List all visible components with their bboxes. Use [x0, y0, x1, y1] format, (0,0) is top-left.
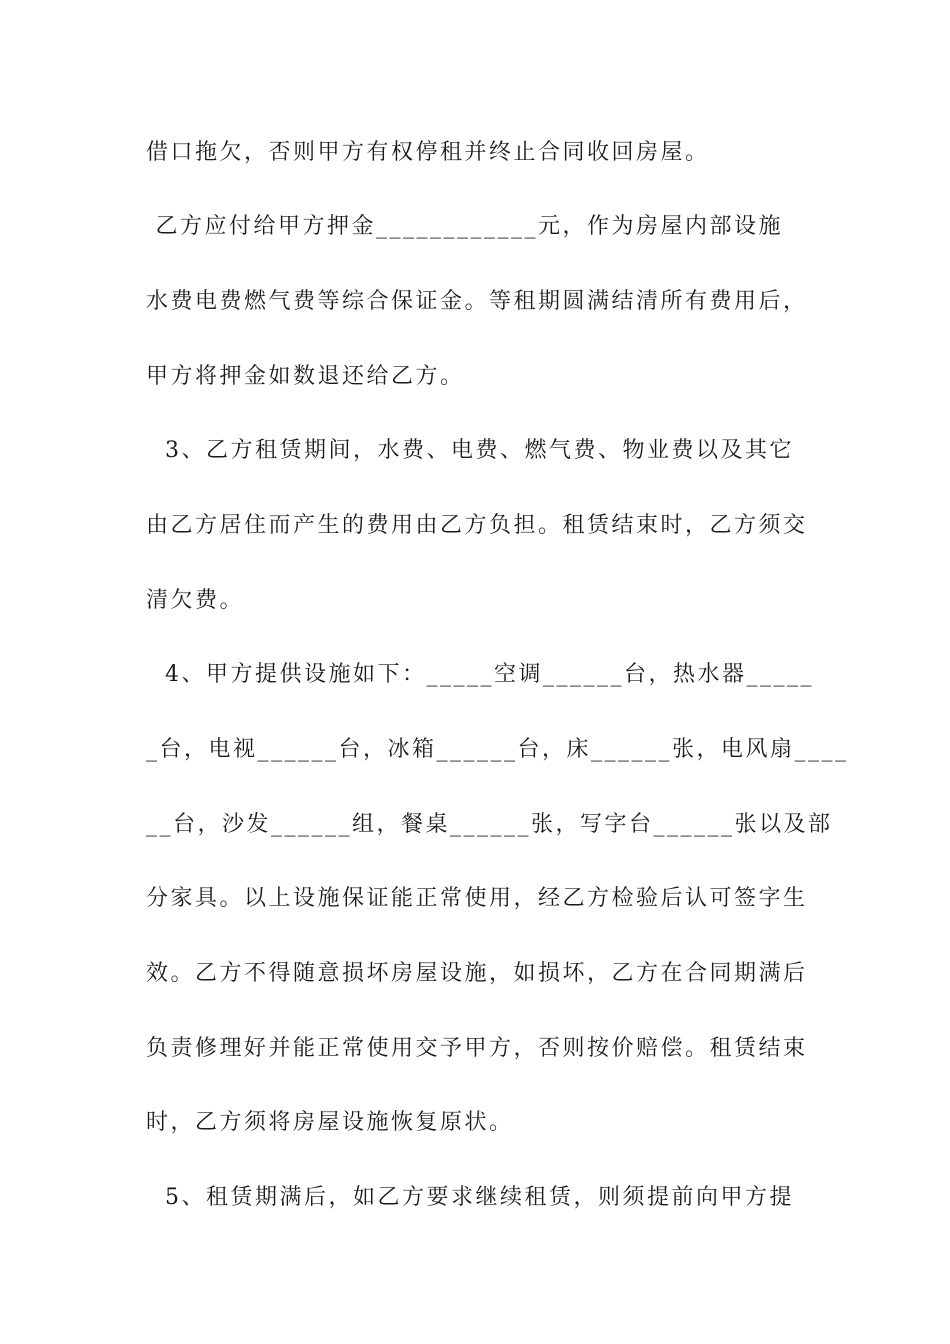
text-line-10: __台，沙发______组，餐桌______张，写字台______张以及部	[146, 812, 833, 837]
text-line-7: 清欠费。	[146, 588, 245, 613]
text-line-6: 由乙方居住而产生的费用由乙方负担。租赁结束时，乙方须交	[146, 513, 808, 538]
text-line-8: 4、甲方提供设施如下：_____空调______台，热水器_____	[146, 662, 814, 687]
text-line-11: 分家具。以上设施保证能正常使用，经乙方检验后认可签字生	[146, 886, 808, 911]
text-line-9: _台，电视______台，冰箱______台，床______张，电风扇____	[146, 737, 849, 762]
text-line-13: 负责修理好并能正常使用交予甲方，否则按价赔偿。租赁结束	[146, 1036, 808, 1061]
text-line-1: 借口拖欠，否则甲方有权停租并终止合同收回房屋。	[146, 140, 710, 165]
text-line-4: 甲方将押金如数退还给乙方。	[146, 364, 465, 389]
text-line-2: 乙方应付给甲方押金____________元，作为房屋内部设施	[146, 214, 783, 239]
text-line-5: 3、乙方租赁期间，水费、电费、燃气费、物业费以及其它	[146, 438, 794, 463]
text-line-15: 5、租赁期满后，如乙方要求继续租赁，则须提前向甲方提	[146, 1185, 794, 1210]
text-line-14: 时，乙方须将房屋设施恢复原状。	[146, 1110, 514, 1135]
text-line-12: 效。乙方不得随意损坏房屋设施，如损坏，乙方在合同期满后	[146, 961, 808, 986]
text-line-3: 水费电费燃气费等综合保证金。等租期圆满结清所有费用后，	[146, 289, 808, 314]
